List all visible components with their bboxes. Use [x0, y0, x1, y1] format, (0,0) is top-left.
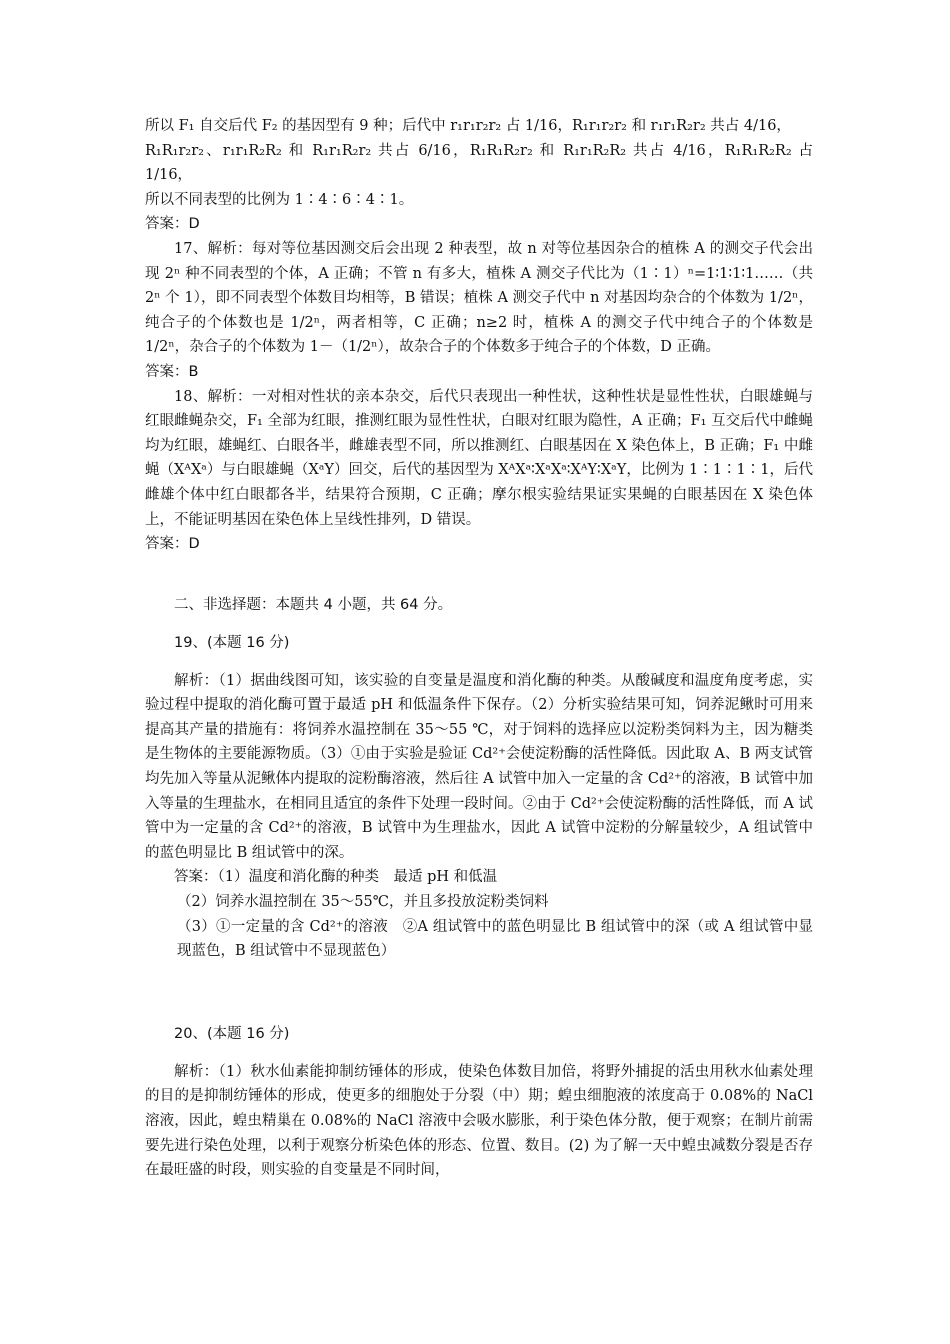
intro-line-1: 所以 F₁ 自交后代 F₂ 的基因型有 9 种；后代中 r₁r₁r₂r₂ 占 1/16，R₁r₁r₂r₂ 和 r₁r₁R₂r₂ 共占 4/16，	[145, 118, 791, 134]
intro-answer: 答案：D	[145, 216, 200, 233]
intro-line-3: 所以不同表型的比例为 1∶4∶6∶4∶1。	[145, 191, 414, 208]
q19-text: （1）据曲线图可知，该实验的自变量是温度和消化酶的种类。从酸碱度和温度角度考虑，实验过程中提取的消化酶可置于最适 pH 和低温条件下保存。（2）分析实验结果可知，饲养泥鳅时可用来提高其产量的措施有：将饲养水温控制在 35～55 ℃，对于饲料的选择应以淀粉类饲料为主，因为糖类是生物体的主要能源物质。（3）①由于实验是验证 Cd²⁺会使淀粉酶的活性降低。因此取 A、B 两支试管均先加入等量从泥鳅体内提取的淀粉酶溶液，然后往 A 试管中加入一定量的含 Cd²⁺的溶液，B 试管中加入等量的生理盐水，在相同且适宜的条件下处理一段时间。②由于 Cd²⁺会使淀粉酶的活性降低，而 A 试管中为一定量的含 Cd²⁺的溶液，B 试管中为生理盐水，因此 A 试管中淀粉的分解量较少，A 组试管中的蓝色明显比 B 组试管中的深。	[145, 672, 813, 861]
q19-answer-1: （1）温度和消化酶的种类 最适 pH 和低温	[217, 869, 498, 886]
q20-heading: 20、(本题 16 分)	[174, 1025, 290, 1042]
question-17	[145, 237, 813, 385]
block-intro	[145, 114, 813, 237]
q20-label: 解析：	[174, 1063, 219, 1080]
q19-answer-2: （2）饲养水温控制在 35～55℃，并且多投放淀粉类饲料	[177, 894, 549, 911]
intro-line-2: R₁R₁r₂r₂、r₁r₁R₂R₂ 和 R₁r₁R₂r₂ 共占 6/16，R₁R₁R₂r₂ 和 R₁r₁R₂R₂ 共占 4/16，R₁R₁R₂R₂ 占 1/16，	[145, 142, 813, 184]
q19-heading: 19、(本题 16 分)	[174, 634, 290, 651]
question-20	[145, 1022, 813, 1183]
q17-text: 每对等位基因测交后会出现 2 种表型，故 n 对等位基因杂合的植株 A 的测交子代会出现 2ⁿ 种不同表型的个体，A 正确；不管 n 有多大，植株 A 测交子代比为（1∶1）ⁿ=1∶1∶1∶1……（共 2ⁿ 个 1），即不同表型个体数目均相等，B 错误；植株 A 测交子代中 n 对基因均杂合的个体数为 1/2ⁿ，纯合子的个体数也是 1/2ⁿ，两者相等，C 正确；n≥2 时，植株 A 的测交子代中纯合子的个体数是 1/2ⁿ，杂合子的个体数为 1－（1/2ⁿ），故杂合子的个体数多于纯合子的个体数，D 正确。	[145, 240, 814, 356]
q18-text: 一对相对性状的亲本杂交，后代只表现出一种性状，这种性状是显性性状，白眼雄蝇与红眼雌蝇杂交，F₁ 全部为红眼，推测红眼为显性性状，白眼对红眼为隐性，A 正确；F₁ 互交后代中雌蝇均为红眼，雄蝇红、白眼各半，雌雄表型不同，所以推测红、白眼基因在 X 染色体上，B 正确；F₁ 中雌蝇（XᴬXᵃ）与白眼雄蝇（XᵃY）回交，后代的基因型为 XᴬXᵃ∶XᵃXᵃ∶XᴬY∶XᵃY，比例为 1∶1∶1∶1，后代雌雄个体中红白眼都各半，结果符合预期，C 正确；摩尔根实验结果证实果蝇的白眼基因在 X 染色体上，不能证明基因在染色体上呈线性排列，D 错误。	[145, 388, 813, 528]
q19-answer-3: （3）①一定量的含 Cd²⁺的溶液 ②A 组试管中的蓝色明显比 B 组试管中的深（或 A 组试管中显现蓝色，B 组试管中不显现蓝色）	[177, 918, 813, 960]
document-page	[145, 114, 813, 1183]
q18-answer: 答案：D	[145, 536, 200, 553]
q20-text: （1）秋水仙素能抑制纺锤体的形成，使染色体数目加倍，将野外捕捉的活虫用秋水仙素处理的目的是抑制纺锤体的形成，使更多的细胞处于分裂（中）期；蝗虫细胞液的浓度高于 0.08%的 NaCl 溶液，因此，蝗虫精巢在 0.08%的 NaCl 溶液中会吸水膨胀，利于染色体分散，便于观察；在制片前需要先进行染色处理，以利于观察分析染色体的形态、位置、数目。(2) 为了解一天中蝗虫减数分裂是否存在最旺盛的时段，则实验的自变量是不同时间，	[145, 1063, 813, 1179]
q19-label: 解析：	[174, 672, 219, 689]
q17-label: 17、解析：	[174, 240, 252, 257]
q19-answer-label: 答案：	[174, 869, 218, 886]
section-heading: 二、非选择题：本题共 4 小题，共 64 分。	[174, 596, 453, 613]
question-19	[145, 631, 813, 964]
q18-label: 18、解析：	[174, 388, 252, 405]
q17-answer: 答案：B	[145, 363, 199, 380]
question-18	[145, 385, 813, 557]
